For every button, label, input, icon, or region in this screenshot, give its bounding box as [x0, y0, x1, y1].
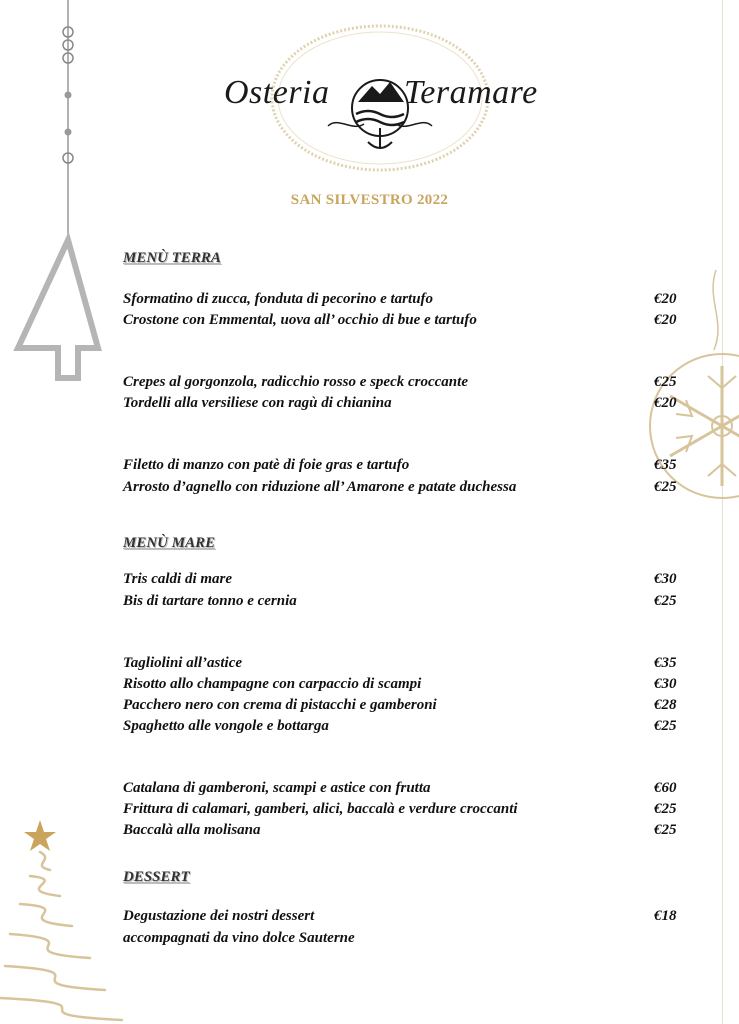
item-name: accompagnati da vino dolce Sauterne: [123, 930, 355, 946]
menu-item: [123, 673, 685, 695]
menu-item: [123, 819, 685, 841]
logo-word-left: Osteria: [224, 74, 330, 111]
menu-item: [123, 309, 685, 331]
christmas-tree-icon: [0, 810, 140, 1024]
page-edge-line: [722, 0, 723, 1024]
item-name: Tris caldi di mare: [123, 571, 233, 587]
menu-item: [123, 568, 685, 590]
item-price: €35: [654, 655, 677, 671]
section-heading-mare: MENÙ MARE: [123, 535, 216, 551]
menu-item: [123, 371, 685, 393]
item-price: €30: [654, 571, 677, 587]
item-name: Tordelli alla versiliese con ragù di chianina: [123, 395, 392, 411]
item-price: €20: [654, 395, 677, 411]
item-name: Frittura di calamari, gamberi, alici, baccalà e verdure croccanti: [123, 801, 518, 817]
menu-item: [123, 694, 685, 716]
menu-item: [123, 454, 685, 476]
item-price: €25: [654, 801, 677, 817]
menu-item: [123, 715, 685, 737]
item-price: €25: [654, 822, 677, 838]
item-name: Crostone con Emmental, uova all’ occhio di bue e tartufo: [123, 312, 477, 328]
menu-item: [123, 652, 685, 674]
item-price: €60: [654, 780, 677, 796]
item-price: €25: [654, 374, 677, 390]
menu-item: [123, 476, 685, 498]
section-heading-terra: MENÙ TERRA: [123, 250, 221, 266]
menu-item: [123, 927, 685, 949]
item-price: €20: [654, 291, 677, 307]
item-price: €20: [654, 312, 677, 328]
item-name: Tagliolini all’astice: [123, 655, 243, 671]
page-title: SAN SILVESTRO 2022: [290, 192, 449, 208]
item-name: Filetto di manzo con patè di foie gras e tartufo: [123, 457, 410, 473]
item-price: €25: [654, 593, 677, 609]
item-price: €35: [654, 457, 677, 473]
menu-item: [123, 590, 685, 612]
item-name: Bis di tartare tonno e cernia: [123, 593, 297, 609]
item-name: Arrosto d’agnello con riduzione all’ Amarone e patate duchessa: [123, 479, 517, 495]
item-price: €25: [654, 718, 677, 734]
menu-item: [123, 905, 685, 927]
item-name: Crepes al gorgonzola, radicchio rosso e speck croccante: [123, 374, 468, 390]
item-name: Catalana di gamberoni, scampi e astice con frutta: [123, 780, 431, 796]
item-name: Spaghetto alle vongole e bottarga: [123, 718, 329, 734]
menu-item: [123, 777, 685, 799]
item-price: €28: [654, 697, 677, 713]
logo-word-right: Teramare: [404, 74, 538, 111]
menu-item: [123, 288, 685, 310]
menu-item: [123, 392, 685, 414]
item-name: Risotto allo champagne con carpaccio di scampi: [123, 676, 422, 692]
item-name: Baccalà alla molisana: [123, 822, 261, 838]
item-price: €25: [654, 479, 677, 495]
section-heading-dessert: DESSERT: [123, 869, 190, 885]
item-price: €18: [654, 908, 677, 924]
item-name: Pacchero nero con crema di pistacchi e gamberoni: [123, 697, 437, 713]
item-name: Degustazione dei nostri dessert: [123, 908, 315, 924]
item-name: Sformatino di zucca, fonduta di pecorino e tartufo: [123, 291, 434, 307]
item-price: €30: [654, 676, 677, 692]
menu-item: [123, 798, 685, 820]
